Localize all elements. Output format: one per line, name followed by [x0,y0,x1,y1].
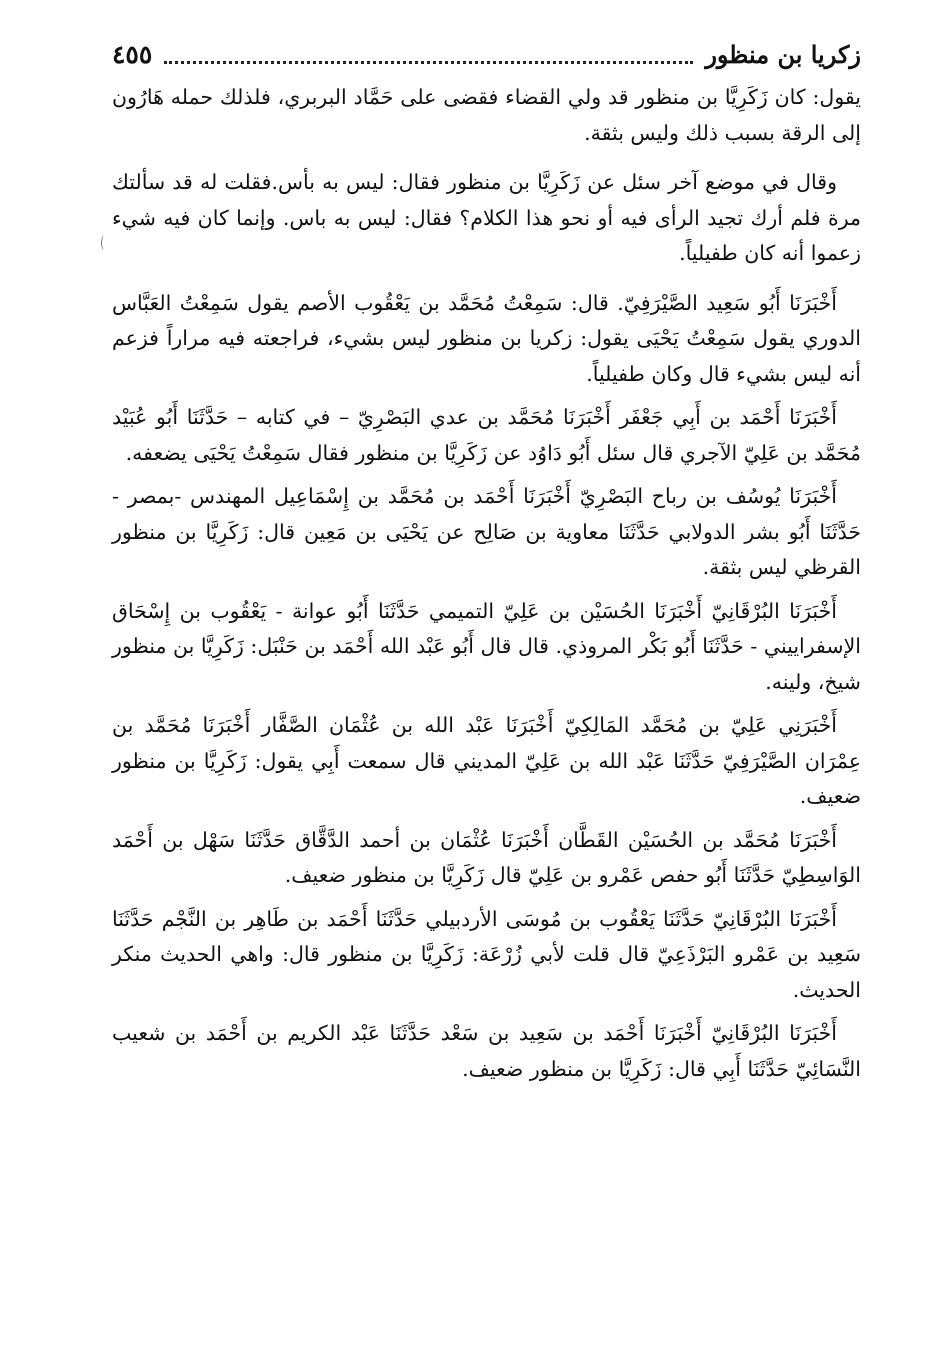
margin-mark [101,236,108,250]
running-title: زكريا بن منظور [705,39,861,69]
paragraph: يقول: كان زَكَرِيَّا بن منظور قد ولي القضاء فقضى على حَمَّاد البربري، فلذلك حمله هَارُون إلى الرقة بسبب ذلك وليس بثقة. [112,85,861,145]
paragraph: أَخْبَرَنِي عَلِيّ بن مُحَمَّد المَالِكِيّ أَخْبَرَنَا عَبْد الله بن عُثْمَان الصَّفَّار أَخْبَرَنَا مُحَمَّد بن عِمْرَان الصَّيْرَفِيّ حَدَّثَنَا عَبْد الله بن عَلِيّ المديني قال سمعت أَبِي يقول: زَكَرِيَّا بن منظور ضعيف. [112,713,861,808]
page-header [112,34,861,74]
body-text [112,80,861,1095]
paragraph: أَخْبَرَنَا مُحَمَّد بن الحُسَيْن القَطَّان أَخْبَرَنَا عُثْمَان بن أحمد الدَّقَّاق حَدَّثَنَا سَهْل بن أَحْمَد الوَاسِطِيّ حَدَّثَنَا أَبُو حفص عَمْرو بن عَلِيّ قال زَكَرِيَّا بن منظور ضعيف. [112,827,861,887]
paragraph: أَخْبَرَنَا يُوسُف بن رباح البَصْرِيّ أَخْبَرَنَا أَحْمَد بن مُحَمَّد بن إِسْمَاعِيل المهندس -بمصر - حَدَّثَنَا أَبُو بشر الدولابي حَدَّثَنَا معاوية بن صَالِح عن يَحْيَى بن مَعِين قال: زَكَرِيَّا بن منظور القرظي ليس بثقة. [112,484,861,579]
paragraph: أَخْبَرَنَا البُرْقَانِيّ أَخْبَرَنَا الحُسَيْن بن عَلِيّ التميمي حَدَّثَنَا أَبُو عوانة - يَعْقُوب بن إِسْحَاق الإسفراييني - حَدَّثَنَا أَبُو بَكْر المروذي. قال قال أَبُو عَبْد الله أَحْمَد بن حَنْبَل: زَكَرِيَّا بن منظور شيخ، ولينه. [112,598,861,694]
paragraph: أَخْبَرَنَا البُرْقَانِيّ أَخْبَرَنَا أَحْمَد بن سَعِيد بن سَعْد حَدَّثَنَا عَبْد الكريم بن أَحْمَد بن شعيب النَّسَائِيّ حَدَّثَنَا أَبِي قال: زَكَرِيَّا بن منظور ضعيف. [112,1021,861,1081]
dotted-leader [164,45,693,64]
paragraph: أَخْبَرَنَا البُرْقَانِيّ حَدَّثَنَا يَعْقُوب بن مُوسَى الأردبيلي حَدَّثَنَا أَحْمَد بن طَاهِر بن النَّجْم حَدَّثَنَا سَعِيد بن عَمْرو البَرْذَعِيّ قال قلت لأبي زُرْعَة: زَكَرِيَّا بن منظور قال: واهي الحديث منكر الحديث. [112,906,861,1002]
page-number: ٤٥٥ [112,39,153,69]
paragraph: أَخْبَرَنَا أَحْمَد بن أَبِي جَعْفَر أَخْبَرَنَا مُحَمَّد بن عدي البَصْرِيّ – في كتابه – حَدَّثَنَا أَبُو عُبَيْد مُحَمَّد بن عَلِيّ الآجري قال سئل أَبُو دَاوُد عن زَكَرِيَّا بن منظور فقال سَمِعْتُ يَحْيَى يضعفه. [112,405,861,465]
paragraph: أَخْبَرَنَا أَبُو سَعِيد الصَّيْرَفِيّ. قال: سَمِعْتُ مُحَمَّد بن يَعْقُوب الأصم يقول سَمِعْتُ العَبَّاس الدوري يقول سَمِعْتُ يَحْيَى يقول: زكريا بن منظور ليس بشيء، فراجعته فيه مراراً فزعم أنه ليس بشيء قال وكان طفيلياً. [112,290,861,386]
paragraph: وقال في موضع آخر سئل عن زَكَرِيَّا بن منظور فقال: ليس به بأس.فقلت له قد سألتك مرة فلم أرك تجيد الرأى فيه أو نحو هذا الكلام؟ فقال: ليس به باس. وإنما كان فيه شيء زعموا أنه كان طفيلياً. [112,170,862,265]
